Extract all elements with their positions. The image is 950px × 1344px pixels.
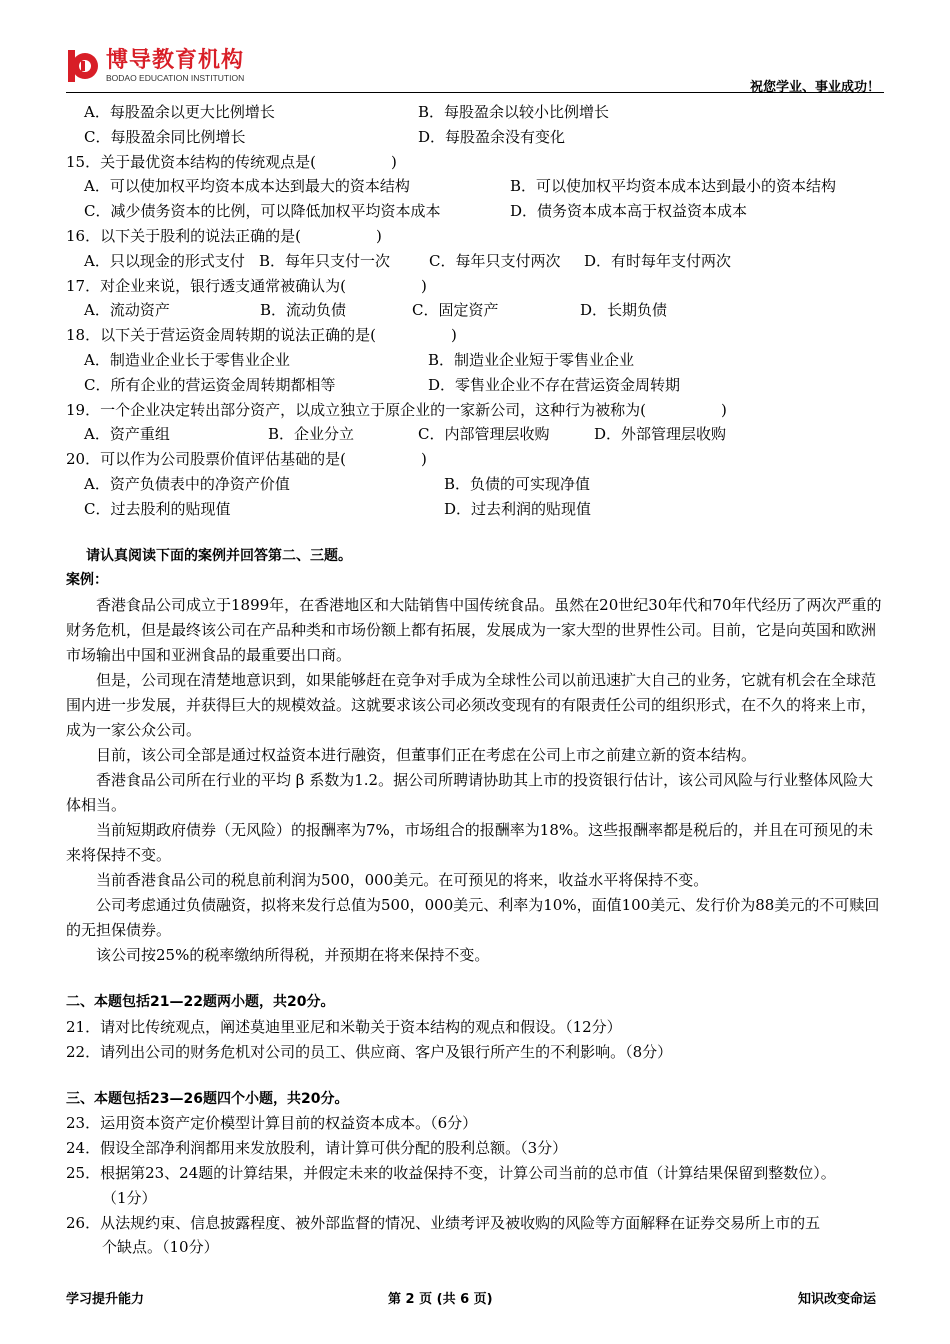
case-paragraph: 当前香港食品公司的税息前利润为500，000美元。在可预见的将来，收益水平将保持不变。 bbox=[96, 871, 709, 890]
question-18: 18．以下关于营运资金周转期的说法正确的是( ) bbox=[66, 326, 457, 345]
option: B．负债的可实现净值 bbox=[444, 474, 591, 493]
option: D．债务资本成本高于权益资本成本 bbox=[510, 202, 748, 221]
option: A．资产负债表中的净资产价值 bbox=[84, 474, 290, 493]
q14-options-row2 bbox=[66, 125, 886, 150]
case-label: 案例： bbox=[66, 572, 108, 589]
header-slogan: 祝您学业、事业成功！ bbox=[749, 80, 880, 95]
option: B．制造业企业短于零售业企业 bbox=[428, 350, 635, 369]
option: A．每股盈余以更大比例增长 bbox=[84, 103, 275, 121]
q18-options-row1 bbox=[66, 348, 886, 373]
option: D．外部管理层收购 bbox=[594, 425, 727, 444]
option: C．减少债务资本的比例，可以降低加权平均资本成本 bbox=[84, 202, 441, 221]
question-15: 15．关于最优资本结构的传统观点是( ) bbox=[66, 152, 397, 171]
case-paragraph: 公司考虑通过负债融资，拟将来发行总值为500，000美元、利率为10%，面值100美元、发行价为88美元的不可赎回的无担保债券。 bbox=[66, 896, 880, 940]
option: A．流动资产 bbox=[84, 301, 170, 320]
question-22: 22．请列出公司的财务危机对公司的员工、供应商、客户及银行所产生的不利影响。（8分） bbox=[66, 1042, 673, 1061]
question-20: 20．可以作为公司股票价值评估基础的是( ) bbox=[66, 450, 427, 469]
option: C．内部管理层收购 bbox=[418, 425, 550, 444]
question-19: 19．一个企业决定转出部分资产，以成立独立于原企业的一家新公司，这种行为被称为( ) bbox=[66, 400, 727, 419]
logo bbox=[66, 48, 244, 84]
header-divider bbox=[66, 92, 884, 93]
question-16: 16．以下关于股利的说法正确的是( ) bbox=[66, 226, 382, 245]
logo-name-en: BODAO EDUCATION INSTITUTION bbox=[106, 72, 245, 83]
option: A．只以现金的形式支付 bbox=[84, 251, 245, 270]
q20-options-row1 bbox=[66, 472, 886, 497]
option: A．资产重组 bbox=[84, 425, 170, 444]
logo-mark-icon bbox=[66, 48, 100, 84]
question-25-cont: （1分） bbox=[102, 1188, 157, 1207]
page-content bbox=[66, 100, 886, 1260]
option: B．每年只支付一次 bbox=[259, 251, 391, 270]
q14-options-row1 bbox=[66, 100, 886, 125]
footer-left: 学习提升能力 bbox=[66, 1292, 145, 1307]
case-paragraph: 但是，公司现在清楚地意识到，如果能够赶在竞争对手成为全球性公司以前迅速扩大自己的业务，它就有机会在全球范围内进一步发展，并获得巨大的规模效益。这就要求该公司必须改变现有的有限责任公司的组织形式，在不久的将来上市，成为一家公众公司。 bbox=[66, 671, 877, 740]
option: B．每股盈余以较小比例增长 bbox=[418, 103, 610, 121]
option: D．零售业企业不存在营运资金周转期 bbox=[428, 375, 681, 394]
q19-options bbox=[66, 422, 886, 447]
option: C．固定资产 bbox=[412, 301, 499, 320]
question-21: 21．请对比传统观点，阐述莫迪里亚尼和米勒关于资本结构的观点和假设。（12分） bbox=[66, 1017, 622, 1036]
option: C．每年只支付两次 bbox=[429, 251, 561, 270]
page-header bbox=[66, 40, 882, 96]
option: C．每股盈余同比例增长 bbox=[84, 127, 246, 146]
option: B．企业分立 bbox=[268, 425, 355, 444]
question-17: 17．对企业来说，银行透支通常被确认为( ) bbox=[66, 276, 427, 295]
option: A．制造业企业长于零售业企业 bbox=[84, 350, 290, 369]
option: C．过去股利的贴现值 bbox=[84, 499, 231, 518]
question-24: 24．假设全部净利润都用来发放股利，请计算可供分配的股利总额。（3分） bbox=[66, 1139, 568, 1158]
q17-options bbox=[66, 298, 886, 323]
option: D．长期负债 bbox=[580, 301, 668, 320]
question-26-cont: 个缺点。（10分） bbox=[102, 1238, 219, 1257]
question-26: 26．从法规约束、信息披露程度、被外部监督的情况、业绩考评及被收购的风险等方面解释在证券交易所上市的五 bbox=[66, 1213, 821, 1232]
q18-options-row2 bbox=[66, 373, 886, 398]
page-number: 第 2 页 (共 6 页) bbox=[388, 1292, 493, 1307]
q16-options bbox=[66, 249, 886, 274]
q15-options-row1 bbox=[66, 174, 886, 199]
footer-right: 知识改变命运 bbox=[797, 1292, 876, 1307]
option: D．每股盈余没有变化 bbox=[418, 127, 566, 146]
option: D．过去利润的贴现值 bbox=[444, 499, 592, 518]
case-intro: 请认真阅读下面的案例并回答第二、三题。 bbox=[86, 547, 352, 564]
case-paragraph: 该公司按25%的税率缴纳所得税，并预期在将来保持不变。 bbox=[96, 946, 490, 965]
part2-title: 二、本题包括21—22题两小题，共20分。 bbox=[66, 994, 335, 1011]
case-paragraph: 目前，该公司全部是通过权益资本进行融资，但董事们正在考虑在公司上市之前建立新的资本结构。 bbox=[96, 746, 757, 765]
logo-name-cn: 博导教育机构 bbox=[106, 47, 245, 73]
option: B．可以使加权平均资本成本达到最小的资本结构 bbox=[510, 177, 837, 196]
q15-options-row2 bbox=[66, 199, 886, 224]
case-paragraph: 香港食品公司所在行业的平均 β 系数为1.2。据公司所聘请协助其上市的投资银行估计，该公司风险与行业整体风险大体相当。 bbox=[66, 771, 874, 815]
question-25: 25．根据第23、24题的计算结果，并假定未来的收益保持不变，计算公司当前的总市值（计算结果保留到整数位）。 bbox=[66, 1163, 836, 1182]
option: B．流动负债 bbox=[260, 301, 347, 320]
option: C．所有企业的营运资金周转期都相等 bbox=[84, 375, 336, 394]
option: D．有时每年支付两次 bbox=[584, 251, 732, 270]
question-23: 23．运用资本资产定价模型计算目前的权益资本成本。（6分） bbox=[66, 1114, 478, 1133]
case-paragraph: 香港食品公司成立于1899年，在香港地区和大陆销售中国传统食品。虽然在20世纪30年代和70年代经历了两次严重的财务危机，但是最终该公司在产品种类和市场份额上都有拓展，发展成为一家大型的世界性公司。目前，它是向英国和欧洲市场输出中国和亚洲食品的最重要出口商。 bbox=[66, 596, 882, 665]
option: A．可以使加权平均资本成本达到最大的资本结构 bbox=[84, 177, 410, 196]
case-paragraph: 当前短期政府债券（无风险）的报酬率为7%，市场组合的报酬率为18%。这些报酬率都是税后的，并且在可预见的未来将保持不变。 bbox=[66, 821, 874, 865]
q20-options-row2 bbox=[66, 497, 886, 522]
part3-title: 三、本题包括23—26题四个小题，共20分。 bbox=[66, 1090, 349, 1107]
